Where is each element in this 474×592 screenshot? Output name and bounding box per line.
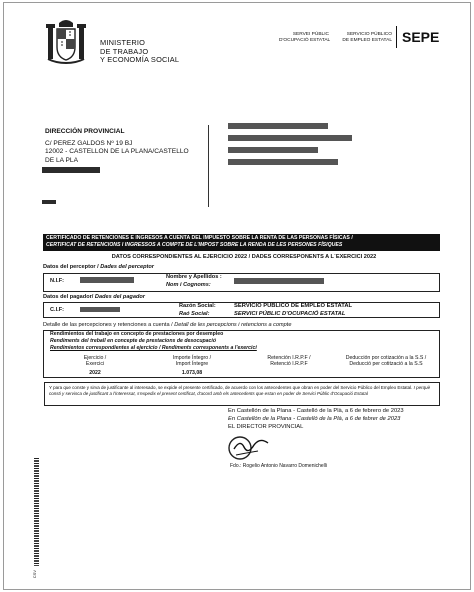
row-amount: 1.073,08 <box>181 370 203 376</box>
redacted-recipient-line <box>228 135 352 141</box>
redacted-code-small <box>42 200 56 204</box>
sepe-valencian-name: SERVEI PÚBLIC D'OCUPACIÓ ESTATAL <box>279 32 331 44</box>
col-retencion: Retención I.R.P.F / Retenció I.R.P.F <box>267 355 311 367</box>
side-barcode <box>34 458 39 566</box>
redacted-recipient-line <box>228 123 328 129</box>
col-deduccion: Deducción por cotización a la S.S / Deducció per cotització a la S.S <box>345 355 427 367</box>
address-line-3: DE LA PLA <box>45 156 78 164</box>
cif-label: C.I.F: <box>50 307 64 313</box>
detalle-header: Detalle de las percepciones y retenciones a cuenta / Detall de les percepcions i retencions a compte <box>43 322 292 328</box>
coat-of-arms-icon <box>42 17 90 67</box>
col-ejercicio: Ejercicio / Exercici <box>83 355 107 367</box>
exercise-subtitle: DATOS CORRESPONDIENTES AL EJERCICIO 2022 / DADES CORRESPONENTS A L´EXERCICI 2022 <box>111 254 377 260</box>
row-year: 2022 <box>89 370 101 376</box>
razon-label: Razón Social: <box>179 303 216 309</box>
sepe-logo: SEPE <box>396 26 440 48</box>
redacted-cif <box>80 307 120 312</box>
name-label: Nombre y Apellidos : <box>166 274 222 280</box>
certificate-note: Y para que conste y sirva de justificante al interesado, se expide el presente certificado, de acuerdo con los antecedentes que obran en poder del Servicio Público del Empleo Estatal. I perquè consti y servisca de justificant a l'interessat, s'expedix el present certificat, d'acord amb els antecedents que estan en poder de Servici Públic d'Ocupació Estatal <box>44 382 440 406</box>
pagador-header: Datos del pagador/ Dades del pagador <box>43 294 145 300</box>
place-date: En Castellón de la Plana - Castelló de la Plà, a 6 de febrero de 2023 <box>228 408 404 414</box>
place-date-val: En Castellón de la Plana - Castelló de la Plà, a 6 de febrer de 2023 <box>228 416 401 422</box>
col-importe: Importe Íntegro / Import Íntegre <box>172 355 212 367</box>
redacted-nif <box>80 277 134 283</box>
address-title: DIRECCIÓN PROVINCIAL <box>45 128 125 135</box>
certificate-page <box>3 2 471 590</box>
name-label-val: Nom i Cognoms: <box>166 282 211 288</box>
rend-subtitle: Rendimientos correspondientes al ejercicio / Rendiments corresponents a l'exercici <box>50 345 257 351</box>
address-line-1: C/ PEREZ GALDOS Nº 19 BJ <box>45 140 133 148</box>
signed-by: Fdo.: Rogelio Antonio Navarro Domenichelli <box>230 463 327 469</box>
side-code: CSV <box>32 570 37 579</box>
director-title: EL DIRECTOR PROVINCIAL <box>228 424 304 430</box>
rend-title-val: Rendiments del treball en concepte de prestacions de desocupació <box>50 338 217 344</box>
redacted-name <box>234 278 324 284</box>
signature-stamp-icon <box>228 431 272 461</box>
perceptor-header: Datos del perceptor / Dades del perceptor <box>43 264 154 270</box>
provincial-address <box>45 128 189 165</box>
rend-title: Rendimientos del trabajo en concepto de prestaciones por desempleo <box>50 331 224 337</box>
redacted-code <box>42 167 100 173</box>
razon-value-val: SERVICI PÚBLIC D'OCUPACIÓ ESTATAL <box>234 311 346 317</box>
redacted-recipient-line <box>228 159 338 165</box>
redacted-recipient-line <box>228 147 318 153</box>
address-divider <box>208 125 209 207</box>
nif-label: N.I.F: <box>50 278 64 284</box>
razon-value: SERVICIO PÚBLICO DE EMPLEO ESTATAL <box>234 303 353 309</box>
sepe-spanish-name: SERVICIO PÚBLICO DE EMPLEO ESTATAL <box>342 32 392 44</box>
ministry-name: MINISTERIO DE TRABAJO Y ECONOMÍA SOCIAL <box>100 38 180 65</box>
address-line-2: 12002 - CASTELLON DE LA PLANA/CASTELLO <box>45 148 189 156</box>
razon-label-val: Raó Social: <box>179 311 210 317</box>
certificate-title: CERTIFICADO DE RETENCIONES E INGRESOS A CUENTA DEL IMPUESTO SOBRE LA RENTA DE LAS PERSONAS FÍSICAS / CERTIFICAT DE RETENCIONS I INGRESSOS A COMPTE DE L'IMPOST SOBRE LA RENDA DE LES PERSONES FÍSIQUES <box>43 234 440 251</box>
